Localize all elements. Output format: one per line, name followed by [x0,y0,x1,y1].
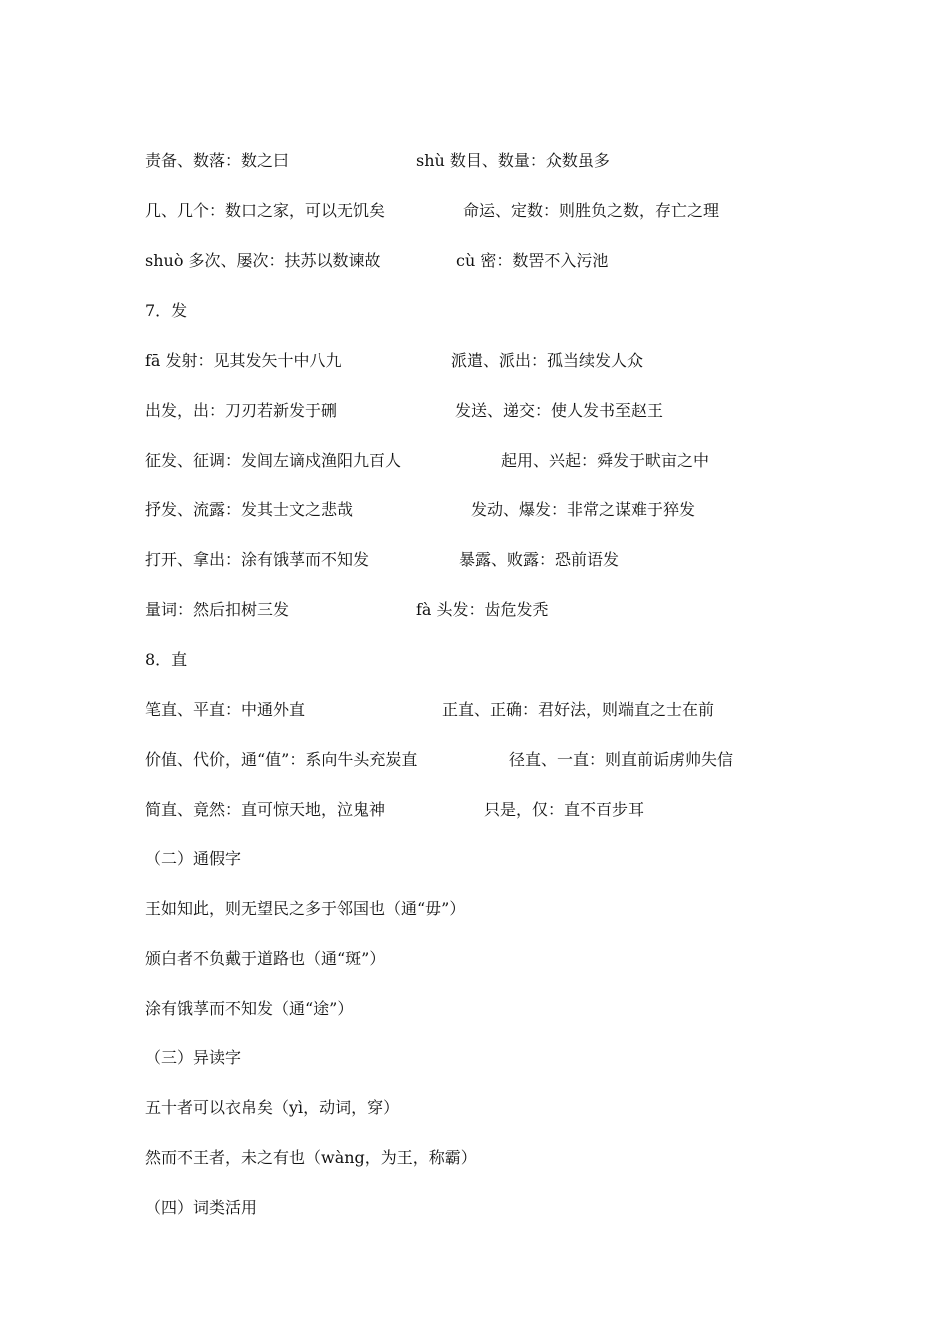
example-line: 王如知此，则无望民之多于邻国也（通“毋”） [145,899,466,918]
definition-line [145,201,720,221]
definition-right: 暴露、败露：恐前语发 [459,550,620,569]
definition-right: 发送、递交：使人发书至赵王 [455,401,664,420]
definition-left: 抒发、流露：发其士文之悲哉 [145,500,354,519]
definition-right: 起用、兴起：舜发于畎亩之中 [501,451,710,470]
example-line: 五十者可以衣帛矣（yì，动词，穿） [145,1098,400,1117]
section-heading: （三）异读字 [145,1048,242,1067]
definition-left: 量词：然后扣树三发 [145,600,290,619]
definition-line [145,151,610,171]
definition-right: 命运、定数：则胜负之数，存亡之理 [463,201,720,220]
definition-line [145,500,696,520]
definition-left: 出发，出：刀刃若新发于硎 [145,401,338,420]
definition-line [145,700,715,720]
definition-right: 径直、一直：则直前诟虏帅失信 [509,750,734,769]
definition-line [145,401,664,421]
definition-right: 正直、正确：君好法，则端直之士在前 [442,700,715,719]
definition-right: shù 数目、数量：众数虽多 [416,151,610,170]
section-heading: 8．直 [145,650,188,669]
definition-line [145,750,734,770]
definition-left: 简直、竟然：直可惊天地，泣鬼神 [145,800,386,819]
section-heading: （四）词类活用 [145,1198,258,1217]
definition-left: fā 发射：见其发矢十中八九 [145,351,342,370]
definition-line [145,351,644,371]
example-line: 涂有饿莩而不知发（通“途”） [145,999,354,1018]
definition-line [145,550,620,570]
definition-line [145,600,549,620]
definition-line [145,800,645,820]
definition-line [145,451,710,471]
definition-left: 笔直、平直：中通外直 [145,700,306,719]
definition-left: 征发、征调：发闾左谪戍渔阳九百人 [145,451,402,470]
section-heading: 7．发 [145,301,188,320]
definition-right: 只是，仅：直不百步耳 [484,800,645,819]
definition-left: 打开、拿出：涂有饿莩而不知发 [145,550,370,569]
definition-left: shuò 多次、屡次：扶苏以数谏故 [145,251,381,270]
definition-left: 责备、数落：数之曰 [145,151,290,170]
definition-line [145,251,609,271]
definition-left: 价值、代价，通“值”：系向牛头充炭直 [145,750,418,769]
example-line: 然而不王者，未之有也（wàng，为王，称霸） [145,1148,477,1167]
definition-left: 几、几个：数口之家，可以无饥矣 [145,201,386,220]
definition-right: 发动、爆发：非常之谋难于猝发 [471,500,696,519]
definition-right: cù 密：数罟不入污池 [456,251,609,270]
example-line: 颁白者不负戴于道路也（通“斑”） [145,949,386,968]
definition-right: 派遣、派出：孤当续发人众 [451,351,644,370]
section-heading: （二）通假字 [145,849,242,868]
definition-right: fà 头发：齿危发秃 [416,600,549,619]
